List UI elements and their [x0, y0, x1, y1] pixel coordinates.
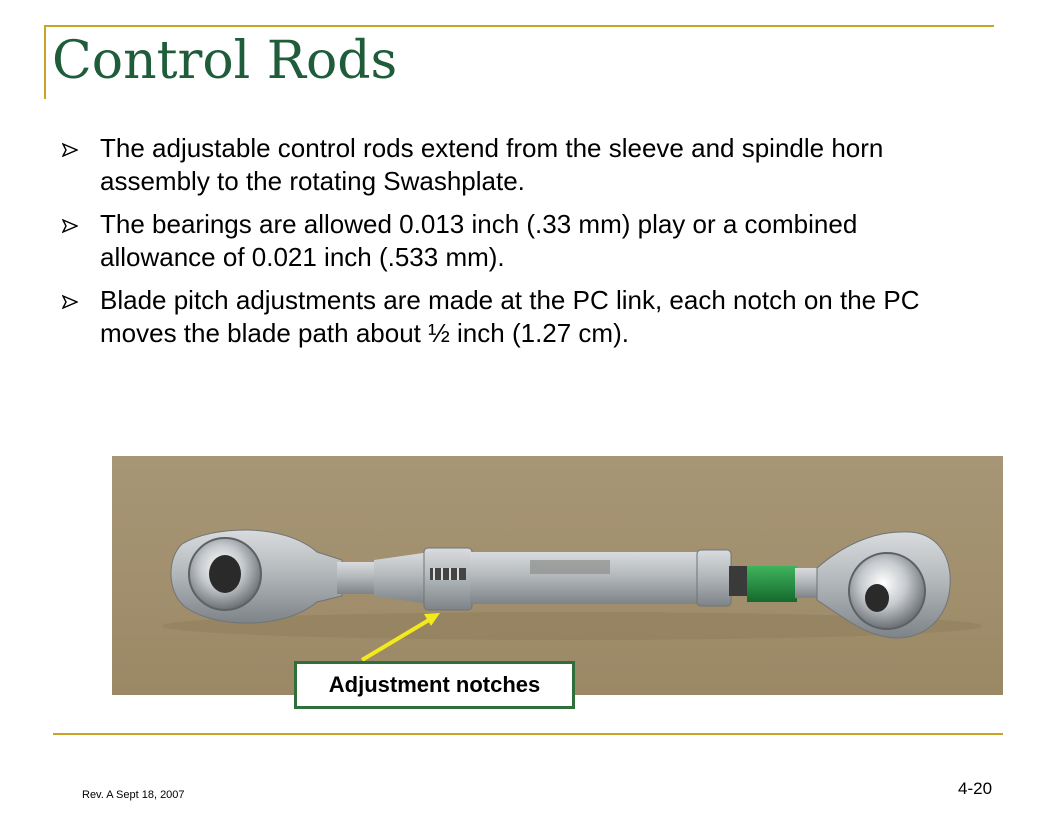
bullet-text: The bearings are allowed 0.013 inch (.33 mm) play or a combined allowance of 0.021 inch (.533 mm). [100, 209, 858, 272]
footer-rule [53, 733, 1003, 735]
adjustment-notches-label: Adjustment notches [294, 661, 575, 709]
bullet-text: The adjustable control rods extend from the sleeve and spindle horn assembly to the rotating Swashplate. [100, 133, 884, 196]
page-title: Control Rods [52, 31, 398, 91]
page-number: 4-20 [958, 779, 993, 798]
bullet-text: Blade pitch adjustments are made at the PC link, each notch on the PC moves the blade path about ½ inch (1.27 cm). [100, 285, 920, 348]
revision-text: Rev. A Sept 18, 2007 [82, 789, 185, 801]
